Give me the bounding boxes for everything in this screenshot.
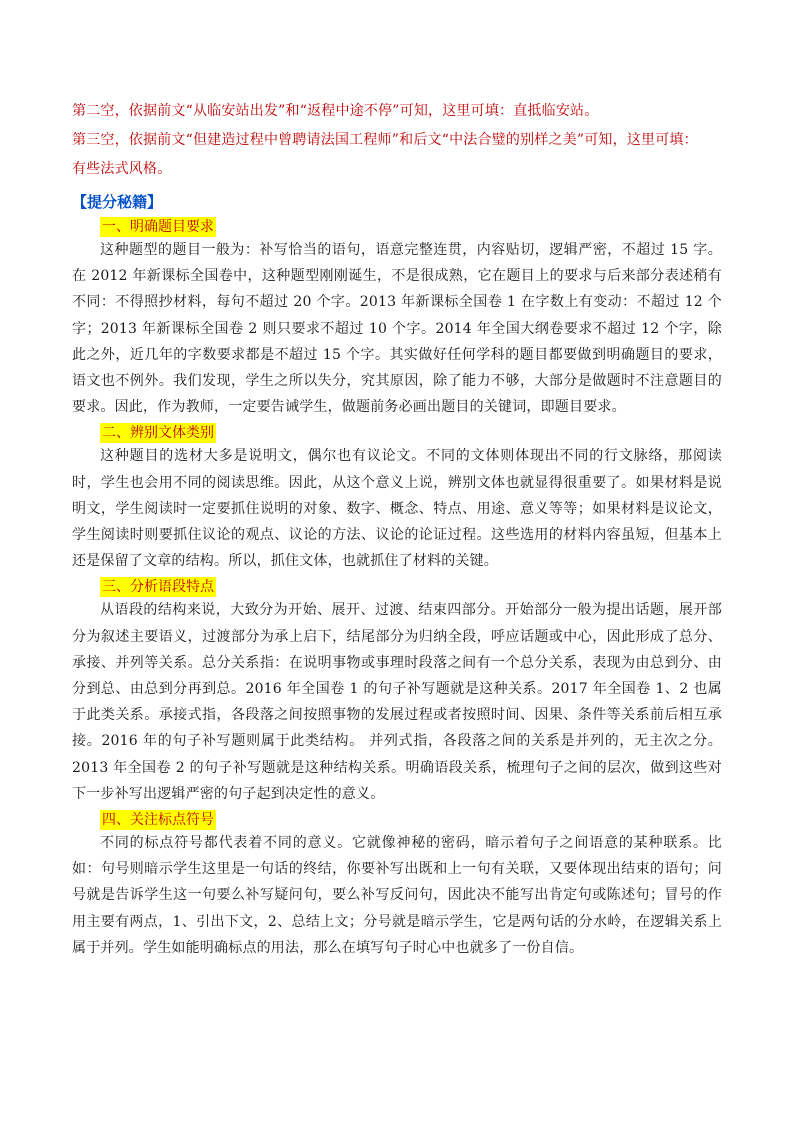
answer-line-1: 第二空，依据前文“从临安站出发”和“返程中途不停”可知，这里可填：直抵临安站。 — [72, 103, 599, 119]
section-title: 一、明确题目要求 — [102, 219, 214, 235]
section-3 — [72, 574, 722, 807]
section-4 — [72, 807, 722, 961]
section-body: 不同的标点符号都代表着不同的意义。它就像神秘的密码，暗示着句子之间语意的某种联系。比如：句号则暗示学生这里是一句话的终结，你要补写出既和上一句有关联，又要体现出结束的语句；问号就是告诉学生这一句要么补写疑问句，要么补写反问句，因此决不能写出肯定句或陈述句；冒号的作用主要有两点，1、引出下文，2、总结上文；分号就是暗示学生，它是两句话的分水岭，在逻辑关系上属于并列。学生如能明确标点的用法，那么在填写句子时心中也就多了一份自信。 — [72, 835, 722, 956]
answer-line-3: 有些法式风格。 — [72, 161, 172, 177]
section-1 — [72, 214, 722, 420]
section-title: 四、关注标点符号 — [102, 812, 214, 829]
section-title: 三、分析语段特点 — [102, 579, 214, 596]
tips-heading: 【提分秘籍】 — [72, 193, 163, 211]
section-body: 这种题目的选材大多是说明文，偶尔也有议论文。不同的文体则体现出不同的行文脉络，那阅读时，学生也会用不同的阅读思维。因此，从这个意义上说，辨别文体也就显得很重要了。如果材料是说明文，学生阅读时一定要抓住说明的对象、数字、概念、特点、用途、意义等等；如果材料是议论文，学生阅读时则要抓住议论的观点、议论的方法、议论的论证过程。这些选用的材料内容虽短，但基本上还是保留了文章的结构。所以，抓住文体，也就抓住了材料的关键。 — [72, 448, 722, 570]
section-2 — [72, 420, 722, 574]
section-body: 从语段的结构来说，大致分为开始、展开、过渡、结束四部分。开始部分一般为提出话题，展开部分为叙述主要语义，过渡部分为承上启下，结尾部分为归纳全段，呼应话题或中心，因此形成了总分、承接、并列等关系。总分关系指：在说明事物或事理时段落之间有一个总分关系，表现为由总到分、由分到总、由总到分再到总。2016 年全国卷 1 的句子补写题就是这种关系。2017 年全国卷 1、2 也属于此类关系。承接式指，各段落之间按照事物的发展过程或者按照时间、因果、条件等关系前后相互承接。2016 年的句子补写题则属于此类结构。 并列式指，各段落之间的关系是并列的，无主次之分。2013 年全国卷 2 的句子补写题就是这种结构关系。明确语段关系，梳理句子之间的层次，做到这些对下一步补写出逻辑严密的句子起到决定性的意义。 — [72, 602, 722, 802]
section-body: 这种题型的题目一般为：补写恰当的语句，语意完整连贯，内容贴切，逻辑严密，不超过 15 字。在 2012 年新课标全国卷中，这种题型刚刚诞生，不是很成熟，它在题目上的要求与后来部分表述稍有不同：不得照抄材料，每句不超过 20 个字。2013 年新课标全国卷 1 在字数上有变动：不超过 12 个字；2013 年新课标全国卷 2 则只要求不超过 10 个字。2014 年全国大纲卷要求不超过 12 个字，除此之外，近几年的字数要求都是不超过 15 个字。其实做好任何学科的题目都要做到明确题目的要求，语文也不例外。我们发现，学生之所以失分，究其原因，除了能力不够，大部分是做题时不注意题目的要求。因此，作为教师，一定要告诫学生，做题前务必画出题目的关键词，即题目要求。 — [72, 242, 722, 416]
answer-line-2: 第三空，依据前文“但建造过程中曾聘请法国工程师”和后文“中法合璧的别样之美”可知，这里可填： — [72, 132, 698, 148]
section-title: 二、辨别文体类别 — [102, 425, 214, 442]
document-page — [72, 100, 722, 961]
